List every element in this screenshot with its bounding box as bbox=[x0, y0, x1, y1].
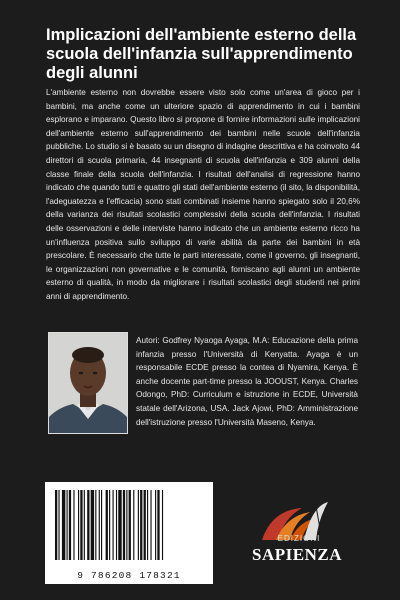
author-photo bbox=[48, 332, 128, 434]
isbn-number: 9 786208 178321 bbox=[77, 570, 181, 581]
author-bio: Autori: Godfrey Nyaoga Ayaga, M.A: Educazione della prima infanzia presso l'Università di Kenyatta. Ayaga è un responsabile ECDE presso la contea di Nyamira, Kenya. È anche docente part-time presso la JOOUST, Kenya. Charles Odongo, PhD: Curriculum e istruzione in ECDE, Università statale dell'Arizona, USA. Jack Ajowi, PhD: Amministrazione dell'istruzione presso l'Università Maseno, Kenya. bbox=[136, 336, 358, 427]
publisher-imprint: EDIZIONI bbox=[277, 534, 321, 543]
book-title: Implicazioni dell'ambiente esterno della scuola dell'infanzia sull'apprendimento degli alunni bbox=[46, 26, 357, 82]
barcode-bars bbox=[49, 490, 209, 560]
isbn-barcode bbox=[45, 482, 213, 584]
publisher-name: SAPIENZA bbox=[252, 545, 342, 564]
publisher-logo bbox=[232, 500, 372, 580]
book-abstract: L'ambiente esterno non dovrebbe essere visto solo come un'area di gioco per i bambini, ma anche come un ulteriore spazio di apprendimento in cui i bambini esplorano e imparano. Questo libro si propone di fornire informazioni sulle implicazioni dell'ambiente esterno sull'apprendimento dei bambini nelle scuole dell'infanzia pubbliche. Lo studio si è basato su un disegno di indagine descrittiva e ha coinvolto 44 direttori di scuola primaria, 44 insegnanti di scuola dell'infanzia e 309 alunni della classe finale della scuola dell'infanzia. I risultati dell'analisi di regressione hanno indicato che quando tutti e quattro gli stati dell'ambiente esterno (il sito, la disponibilità, l'adeguatezza e l'efficacia) sono stati combinati insieme hanno spiegato solo il 20,6% della varianza dei risultati scolastici complessivi della scuola dell'infanzia. I risultati delle osservazioni e delle interviste hanno indicato che un ambiente esterno ricco ha un'influenza positiva sullo sviluppo di varie abilità da parte dei bambini in età prescolare. È necessario che tutte le parti interessate, come il governo, gli insegnanti, le organizzazioni non governative e le comunità, forniscano agli alunni un ambiente esterno di qualità, in modo da migliorare i risultati scolastici degli studenti nei primi anni di apprendimento. bbox=[46, 88, 360, 301]
